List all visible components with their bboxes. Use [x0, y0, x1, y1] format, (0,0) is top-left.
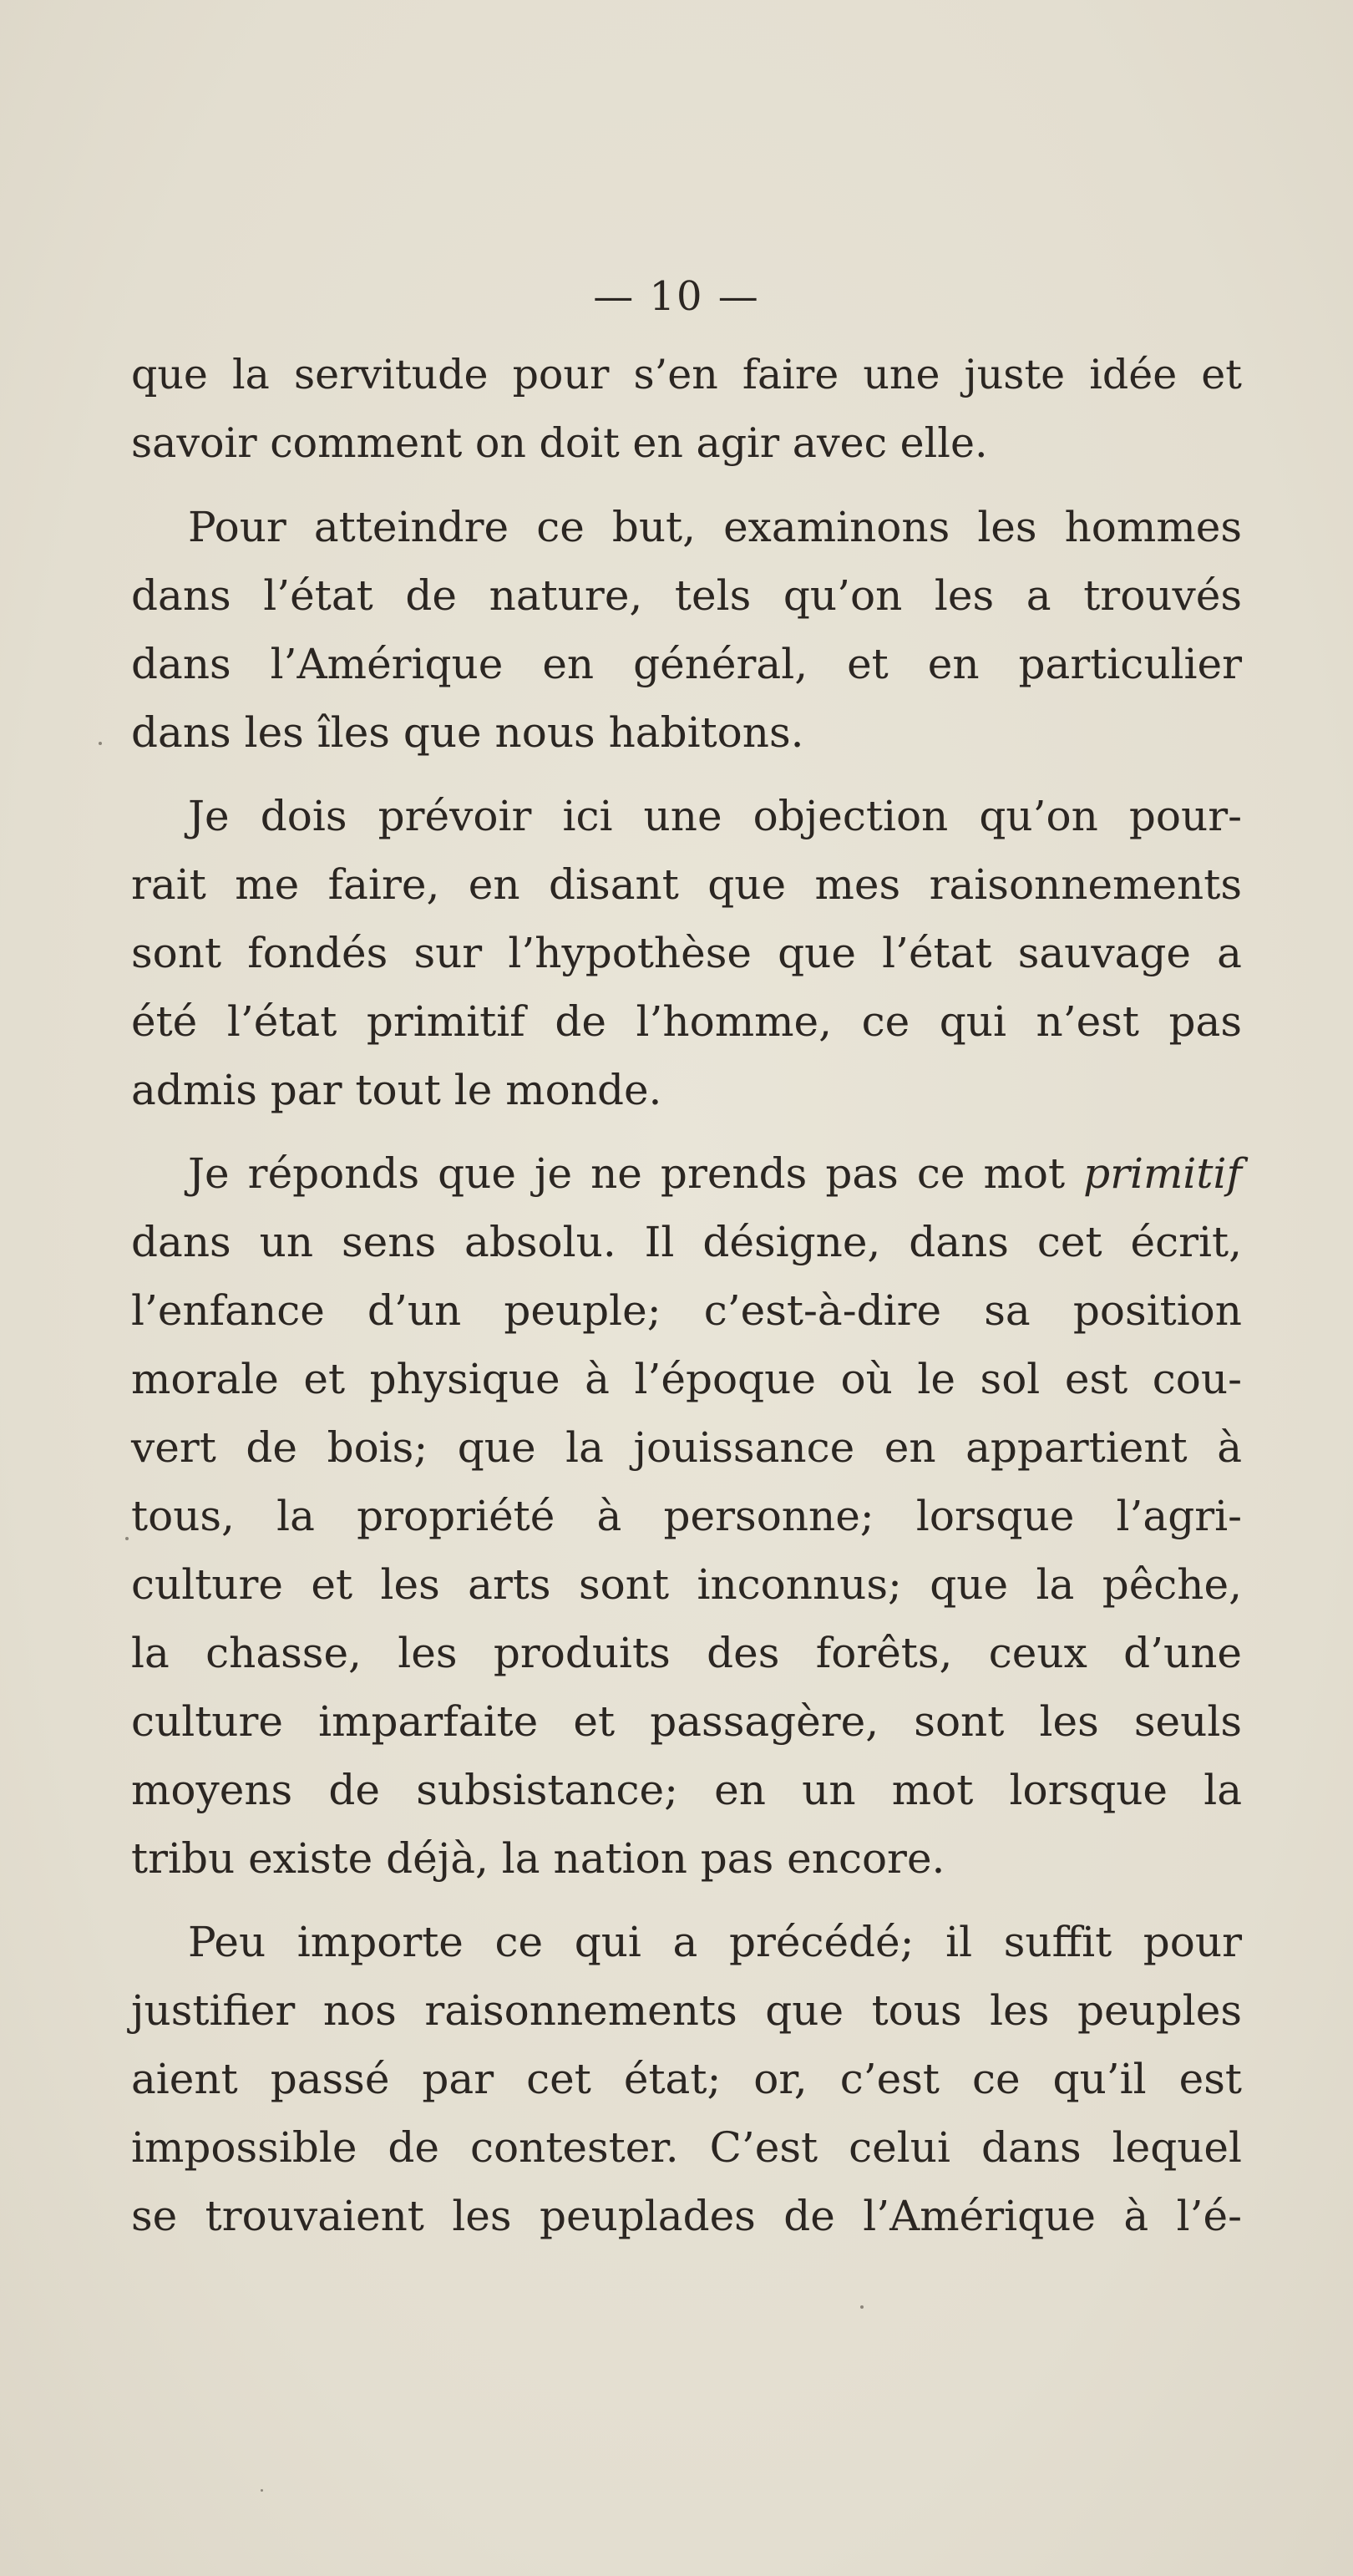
paper-speck	[261, 2489, 263, 2492]
paragraph-5	[131, 1908, 1242, 2250]
paper-speck	[860, 2305, 864, 2309]
paragraph-1	[131, 341, 1242, 478]
text-line: impossible de contester. C’est celui dans lequel	[131, 2123, 1242, 2172]
text-line: dans les îles que nous habitons.	[131, 708, 804, 757]
text-line: la chasse, les produits des forêts, ceux d’une	[131, 1629, 1242, 1677]
text-line: dans l’état de nature, tels qu’on les a trouvés	[131, 571, 1242, 620]
text-line: se trouvaient les peuplades de l’Amérique à l’é-	[131, 2192, 1242, 2240]
text-line: dans l’Amérique en général, et en particulier	[131, 640, 1242, 688]
italic-word: primitif	[1083, 1149, 1242, 1198]
text-line: aient passé par cet état; or, c’est ce qu’il est	[131, 2055, 1242, 2103]
text-line: que la servitude pour s’en faire une juste idée et	[131, 351, 1242, 398]
text-line: tous, la propriété à personne; lorsque l’agri-	[131, 1492, 1242, 1540]
text-line: rait me faire, en disant que mes raisonnements	[131, 860, 1242, 909]
text-line: admis par tout le monde.	[131, 1066, 662, 1114]
text-line: été l’état primitif de l’homme, ce qui n’est pas	[131, 997, 1242, 1046]
paragraph-4	[131, 1139, 1242, 1893]
text-line: vert de bois; que la jouissance en appartient à	[131, 1423, 1242, 1472]
paragraph-2	[131, 493, 1242, 767]
text-line: l’enfance d’un peuple; c’est-à-dire sa position	[131, 1286, 1242, 1335]
paper-speck	[99, 742, 102, 745]
text-line: dans un sens absolu. Il désigne, dans cet écrit,	[131, 1218, 1242, 1266]
paragraph-3	[131, 782, 1242, 1124]
body-text	[131, 341, 1242, 2265]
text-line: culture et les arts sont inconnus; que la pêche,	[131, 1560, 1242, 1609]
text-line: justifier nos raisonnements que tous les peuples	[131, 1986, 1242, 2035]
text-line: Peu importe ce qui a précédé; il suffit pour	[188, 1918, 1242, 1966]
text-line: Je réponds que je ne prends pas ce mot primitif	[188, 1149, 1242, 1198]
paper-speck	[125, 1537, 129, 1540]
page-number: — 10 —	[593, 273, 760, 320]
text-line: savoir comment on doit en agir avec elle.	[131, 419, 988, 467]
text-line: sont fondés sur l’hypothèse que l’état sauvage a	[131, 929, 1242, 977]
text-line: moyens de subsistance; en un mot lorsque la	[131, 1766, 1242, 1814]
text-line: Je dois prévoir ici une objection qu’on pour-	[188, 792, 1242, 840]
text-line: tribu existe déjà, la nation pas encore.	[131, 1834, 945, 1883]
text-line: culture imparfaite et passagère, sont les seuls	[131, 1697, 1242, 1746]
text-line: morale et physique à l’époque où le sol est cou-	[131, 1355, 1242, 1403]
text-line: Pour atteindre ce but, examinons les hommes	[188, 503, 1242, 551]
